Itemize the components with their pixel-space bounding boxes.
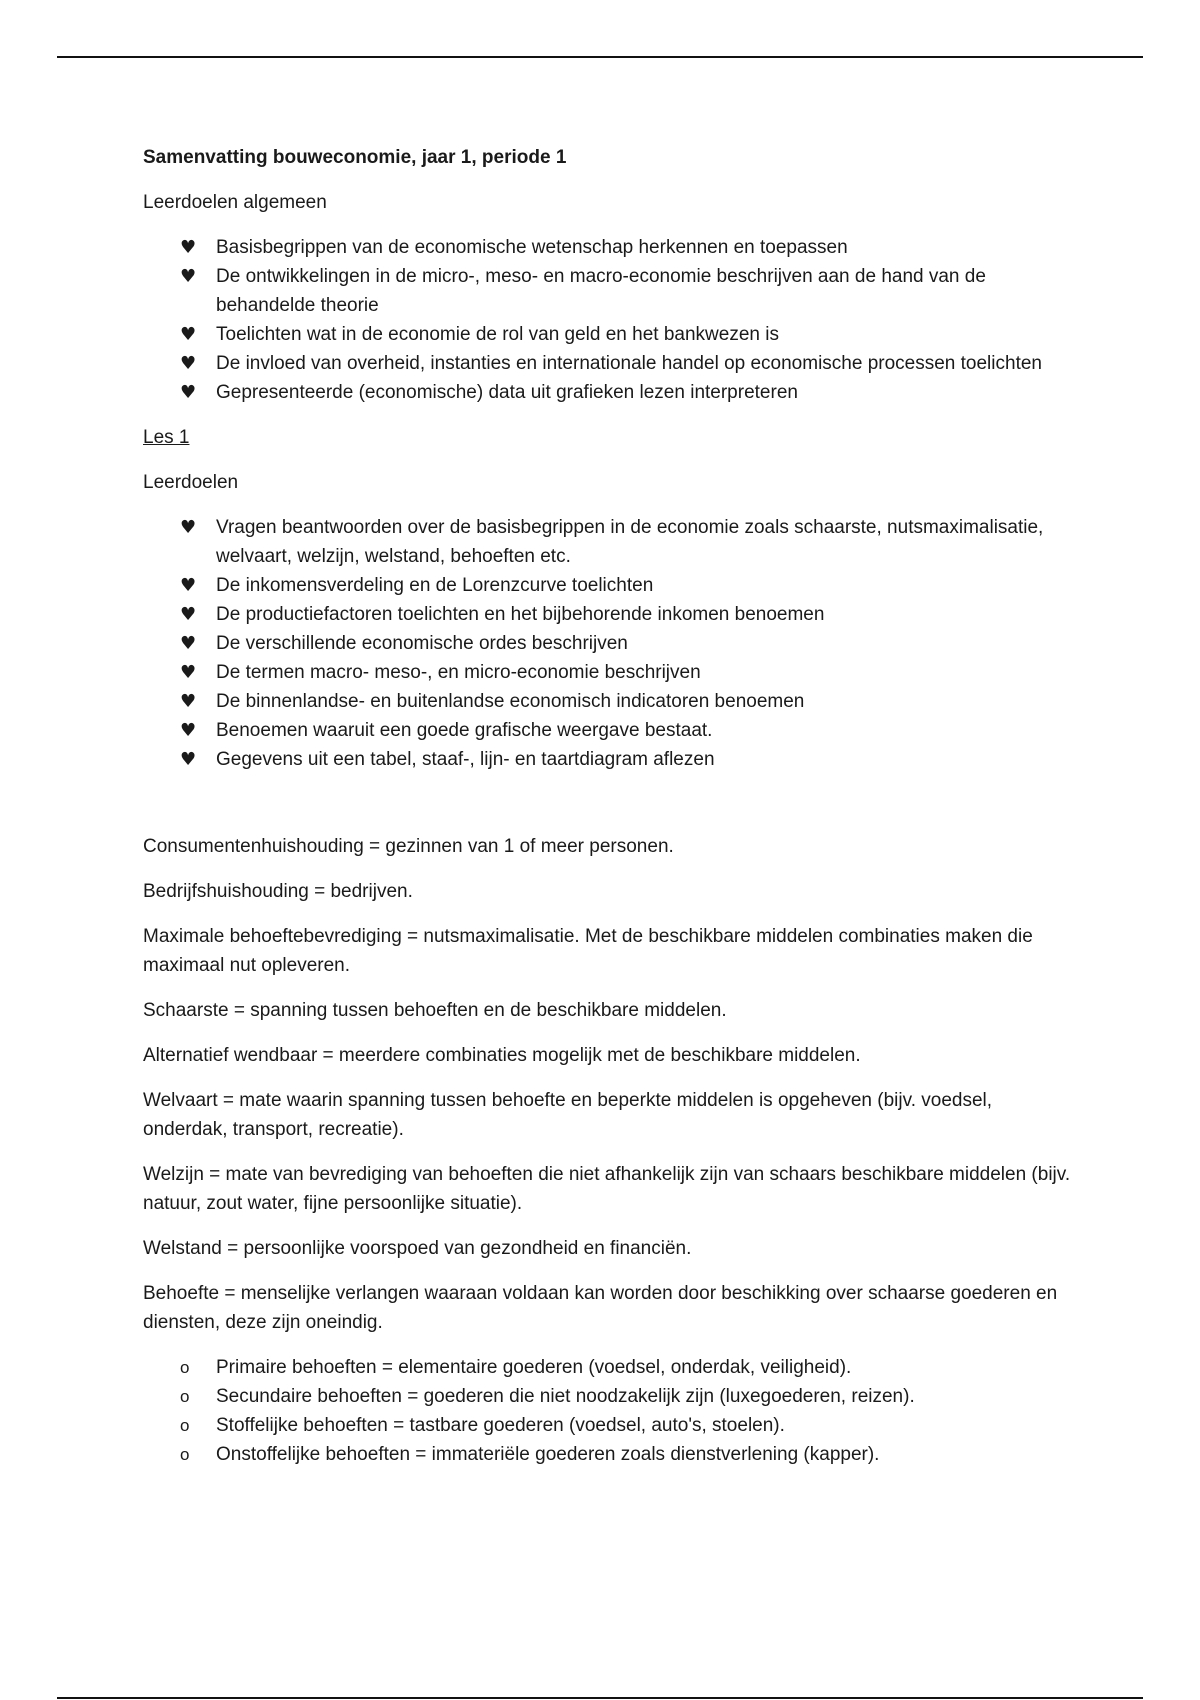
- circle-bullet-icon: o: [180, 1387, 190, 1406]
- general-goals-list: [143, 233, 1073, 407]
- list-item: ♥ De termen macro- meso-, en micro-economie beschrijven: [143, 658, 1073, 687]
- heart-bullet-icon: ♥: [180, 324, 197, 345]
- heart-bullet-icon: ♥: [180, 749, 197, 770]
- definition-paragraph: Welzijn = mate van bevrediging van behoeften die niet afhankelijk zijn van schaars beschikbare middelen (bijv. natuur, zout water, fijne persoonlijke situatie).: [143, 1164, 1071, 1214]
- circle-bullet-icon: o: [180, 1358, 190, 1377]
- list-item: ♥ De invloed van overheid, instanties en internationale handel op economische processen toelichten: [143, 349, 1073, 378]
- general-goals-heading: Leerdoelen algemeen: [143, 192, 327, 213]
- list-item: o Onstoffelijke behoeften = immateriële goederen zoals dienstverlening (kapper).: [143, 1440, 1073, 1469]
- definition-paragraph: Maximale behoeftebevrediging = nutsmaximalisatie. Met de beschikbare middelen combinaties maken die maximaal nut opleveren.: [143, 926, 1033, 976]
- definition-paragraph: Consumentenhuishouding = gezinnen van 1 of meer personen.: [143, 836, 674, 857]
- circle-bullet-icon: o: [180, 1445, 190, 1464]
- heart-bullet-icon: ♥: [180, 517, 197, 538]
- heart-bullet-icon: ♥: [180, 604, 197, 625]
- heart-bullet-icon: ♥: [180, 720, 197, 741]
- heart-bullet-icon: ♥: [180, 266, 197, 287]
- heart-bullet-icon: ♥: [180, 237, 197, 258]
- definition-paragraph: Behoefte = menselijke verlangen waaraan voldaan kan worden door beschikking over schaarse goederen en diensten, deze zijn oneindig.: [143, 1283, 1058, 1333]
- list-item: ♥ De binnenlandse- en buitenlandse economisch indicatoren benoemen: [143, 687, 1073, 716]
- list-item: ♥ De productiefactoren toelichten en het bijbehorende inkomen benoemen: [143, 600, 1073, 629]
- definition-paragraph: Welstand = persoonlijke voorspoed van gezondheid en financiën.: [143, 1238, 692, 1259]
- list-item: ♥ Benoemen waaruit een goede grafische weergave bestaat.: [143, 716, 1073, 745]
- lesson-goals-heading: Leerdoelen: [143, 472, 239, 493]
- lesson-heading: Les 1: [143, 427, 190, 448]
- definition-paragraph: Welvaart = mate waarin spanning tussen behoefte en beperkte middelen is opgeheven (bijv. voedsel, onderdak, transport, recreatie).: [143, 1090, 993, 1140]
- list-item: ♥ Toelichten wat in de economie de rol van geld en het bankwezen is: [143, 320, 1073, 349]
- heart-bullet-icon: ♥: [180, 575, 197, 596]
- heart-bullet-icon: ♥: [180, 353, 197, 374]
- list-item: ♥ De ontwikkelingen in de micro-, meso- en macro-economie beschrijven aan de hand van de behandelde theorie: [143, 262, 1073, 320]
- needs-list: [143, 1353, 1073, 1469]
- circle-bullet-icon: o: [180, 1416, 190, 1435]
- list-item: ♥ Vragen beantwoorden over de basisbegrippen in de economie zoals schaarste, nutsmaximalisatie, welvaart, welzijn, welstand, behoeften etc.: [143, 513, 1073, 571]
- list-item: ♥ De verschillende economische ordes beschrijven: [143, 629, 1073, 658]
- list-item: o Stoffelijke behoeften = tastbare goederen (voedsel, auto's, stoelen).: [143, 1411, 1073, 1440]
- list-item: ♥ Gepresenteerde (economische) data uit grafieken lezen interpreteren: [143, 378, 1073, 407]
- document-body: [143, 143, 1073, 1485]
- heart-bullet-icon: ♥: [180, 691, 197, 712]
- list-item: ♥ Gegevens uit een tabel, staaf-, lijn- en taartdiagram aflezen: [143, 745, 1073, 774]
- lesson-goals-list: [143, 513, 1073, 774]
- definition-paragraph: Bedrijfshuishouding = bedrijven.: [143, 881, 413, 902]
- list-item: ♥ Basisbegrippen van de economische wetenschap herkennen en toepassen: [143, 233, 1073, 262]
- definition-paragraph: Alternatief wendbaar = meerdere combinaties mogelijk met de beschikbare middelen.: [143, 1045, 861, 1066]
- footer-rule: [57, 1697, 1143, 1699]
- heart-bullet-icon: ♥: [180, 382, 197, 403]
- header-rule: [57, 56, 1143, 58]
- heart-bullet-icon: ♥: [180, 662, 197, 683]
- definition-paragraph: Schaarste = spanning tussen behoeften en de beschikbare middelen.: [143, 1000, 727, 1021]
- list-item: o Primaire behoeften = elementaire goederen (voedsel, onderdak, veiligheid).: [143, 1353, 1073, 1382]
- list-item: ♥ De inkomensverdeling en de Lorenzcurve toelichten: [143, 571, 1073, 600]
- blank-space: [143, 790, 1073, 832]
- list-item: o Secundaire behoeften = goederen die niet noodzakelijk zijn (luxegoederen, reizen).: [143, 1382, 1073, 1411]
- document-title: Samenvatting bouweconomie, jaar 1, periode 1: [143, 147, 567, 168]
- heart-bullet-icon: ♥: [180, 633, 197, 654]
